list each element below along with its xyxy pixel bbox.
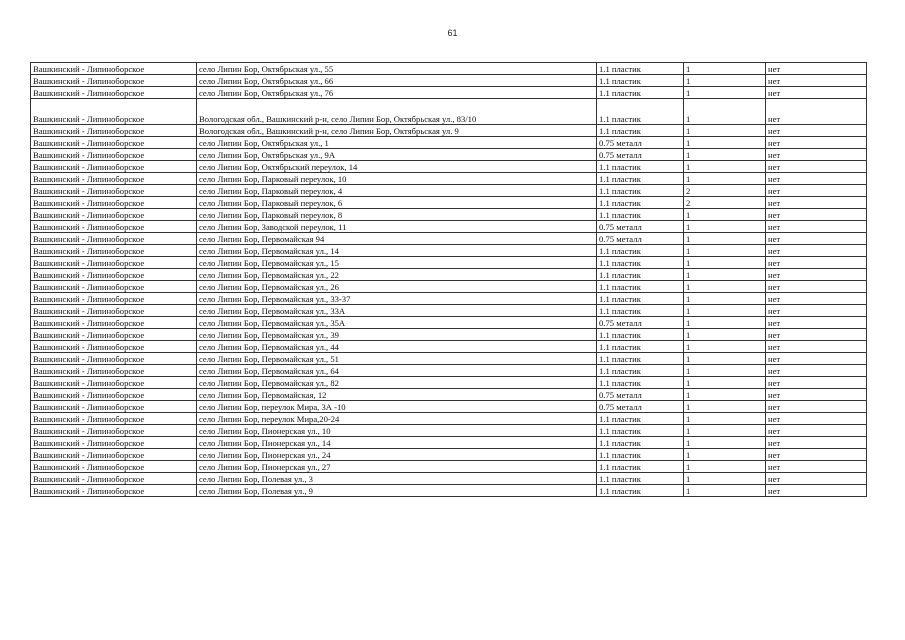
district-cell: Вашкинский - Липиноборское: [31, 75, 197, 87]
table-row: [31, 389, 867, 401]
flag-cell: нет: [766, 137, 867, 149]
container-type-cell: 1.1 пластик: [597, 173, 684, 185]
flag-cell: нет: [766, 63, 867, 75]
table-row: [31, 305, 867, 317]
flag-cell: нет: [766, 461, 867, 473]
flag-cell: нет: [766, 473, 867, 485]
container-type-cell: 1.1 пластик: [597, 473, 684, 485]
district-cell: Вашкинский - Липиноборское: [31, 341, 197, 353]
table-row: [31, 99, 867, 125]
flag-cell: нет: [766, 269, 867, 281]
table-row: [31, 245, 867, 257]
flag-cell: нет: [766, 185, 867, 197]
flag-cell: нет: [766, 209, 867, 221]
table-row: [31, 87, 867, 99]
container-type-cell: 1.1 пластик: [597, 293, 684, 305]
flag-cell: нет: [766, 329, 867, 341]
container-type-cell: 1.1 пластик: [597, 437, 684, 449]
address-cell: село Липин Бор, Первомайская, 12: [197, 389, 597, 401]
table-row: [31, 137, 867, 149]
flag-cell: нет: [766, 233, 867, 245]
table-row: [31, 377, 867, 389]
container-type-cell: 0.75 металл: [597, 233, 684, 245]
table-row: [31, 197, 867, 209]
district-cell: Вашкинский - Липиноборское: [31, 173, 197, 185]
district-cell: Вашкинский - Липиноборское: [31, 197, 197, 209]
table-row: [31, 329, 867, 341]
container-count-cell: 1: [684, 305, 766, 317]
container-count-cell: 1: [684, 63, 766, 75]
flag-cell: нет: [766, 75, 867, 87]
container-type-cell: 1.1 пластик: [597, 377, 684, 389]
district-cell: Вашкинский - Липиноборское: [31, 257, 197, 269]
address-cell: село Липин Бор, Первомайская ул., 82: [197, 377, 597, 389]
district-cell: Вашкинский - Липиноборское: [31, 317, 197, 329]
district-cell: Вашкинский - Липиноборское: [31, 293, 197, 305]
address-cell: село Липин Бор, Октябрьская ул., 1: [197, 137, 597, 149]
flag-cell: нет: [766, 377, 867, 389]
container-count-cell: 1: [684, 161, 766, 173]
district-cell: Вашкинский - Липиноборское: [31, 149, 197, 161]
container-count-cell: 1: [684, 329, 766, 341]
address-cell: село Липин Бор, Первомайская ул., 39: [197, 329, 597, 341]
address-cell: село Липин Бор, Полевая ул., 9: [197, 485, 597, 497]
address-cell: село Липин Бор, Первомайская ул., 26: [197, 281, 597, 293]
container-count-cell: 1: [684, 245, 766, 257]
container-count-cell: 1: [684, 377, 766, 389]
address-cell: село Липин Бор, Парковый переулок, 6: [197, 197, 597, 209]
table-row: [31, 485, 867, 497]
container-count-cell: 1: [684, 365, 766, 377]
address-cell: Вологодская обл., Вашкинский р-н, село Липин Бор, Октябрьская ул., 83/10: [197, 99, 597, 125]
flag-cell: нет: [766, 485, 867, 497]
district-cell: Вашкинский - Липиноборское: [31, 185, 197, 197]
table-row: [31, 269, 867, 281]
flag-cell: нет: [766, 317, 867, 329]
district-cell: Вашкинский - Липиноборское: [31, 329, 197, 341]
flag-cell: нет: [766, 341, 867, 353]
address-cell: село Липин Бор, Первомайская ул., 33-37: [197, 293, 597, 305]
table-row: [31, 473, 867, 485]
container-count-cell: 1: [684, 341, 766, 353]
flag-cell: нет: [766, 125, 867, 137]
container-count-cell: 1: [684, 293, 766, 305]
page-number: 61: [447, 28, 458, 38]
flag-cell: нет: [766, 293, 867, 305]
flag-cell: нет: [766, 389, 867, 401]
table-row: [31, 341, 867, 353]
container-count-cell: 1: [684, 99, 766, 125]
flag-cell: нет: [766, 449, 867, 461]
container-count-cell: 1: [684, 137, 766, 149]
container-count-cell: 1: [684, 221, 766, 233]
container-count-cell: 1: [684, 485, 766, 497]
table-row: [31, 353, 867, 365]
registry-table: [30, 62, 867, 497]
container-count-cell: 1: [684, 413, 766, 425]
container-count-cell: 1: [684, 233, 766, 245]
address-cell: село Липин Бор, Октябрьская ул., 55: [197, 63, 597, 75]
container-count-cell: 1: [684, 353, 766, 365]
flag-cell: нет: [766, 99, 867, 125]
address-cell: село Липин Бор, Первомайская ул., 14: [197, 245, 597, 257]
district-cell: Вашкинский - Липиноборское: [31, 389, 197, 401]
container-type-cell: 1.1 пластик: [597, 125, 684, 137]
container-type-cell: 1.1 пластик: [597, 99, 684, 125]
container-type-cell: 1.1 пластик: [597, 185, 684, 197]
district-cell: Вашкинский - Липиноборское: [31, 401, 197, 413]
address-cell: село Липин Бор, Первомайская ул., 44: [197, 341, 597, 353]
address-cell: село Липин Бор, Парковый переулок, 8: [197, 209, 597, 221]
address-cell: село Липин Бор, Первомайская ул., 51: [197, 353, 597, 365]
container-type-cell: 1.1 пластик: [597, 485, 684, 497]
container-type-cell: 0.75 металл: [597, 401, 684, 413]
container-count-cell: 1: [684, 281, 766, 293]
table-row: [31, 75, 867, 87]
flag-cell: нет: [766, 413, 867, 425]
table-row: [31, 401, 867, 413]
table-row: [31, 221, 867, 233]
district-cell: Вашкинский - Липиноборское: [31, 209, 197, 221]
district-cell: Вашкинский - Липиноборское: [31, 377, 197, 389]
container-type-cell: 1.1 пластик: [597, 329, 684, 341]
district-cell: Вашкинский - Липиноборское: [31, 353, 197, 365]
district-cell: Вашкинский - Липиноборское: [31, 413, 197, 425]
container-type-cell: 1.1 пластик: [597, 245, 684, 257]
table-row: [31, 125, 867, 137]
container-count-cell: 1: [684, 257, 766, 269]
container-type-cell: 1.1 пластик: [597, 305, 684, 317]
table-row: [31, 365, 867, 377]
table-row: [31, 185, 867, 197]
container-type-cell: 1.1 пластик: [597, 449, 684, 461]
container-count-cell: 1: [684, 437, 766, 449]
container-count-cell: 1: [684, 209, 766, 221]
table-row: [31, 161, 867, 173]
flag-cell: нет: [766, 425, 867, 437]
district-cell: Вашкинский - Липиноборское: [31, 99, 197, 125]
address-cell: село Липин Бор, Пионерская ул., 27: [197, 461, 597, 473]
district-cell: Вашкинский - Липиноборское: [31, 269, 197, 281]
registry-table-body: [31, 63, 867, 497]
container-type-cell: 1.1 пластик: [597, 425, 684, 437]
container-count-cell: 1: [684, 173, 766, 185]
address-cell: село Липин Бор, Октябрьская ул., 76: [197, 87, 597, 99]
container-count-cell: 1: [684, 75, 766, 87]
address-cell: село Липин Бор, Первомайская ул., 15: [197, 257, 597, 269]
address-cell: село Липин Бор, Первомайская ул., 33А: [197, 305, 597, 317]
flag-cell: нет: [766, 149, 867, 161]
container-type-cell: 1.1 пластик: [597, 63, 684, 75]
address-cell: село Липин Бор, Парковый переулок, 10: [197, 173, 597, 185]
address-cell: село Липин Бор, Октябрьский переулок, 14: [197, 161, 597, 173]
district-cell: Вашкинский - Липиноборское: [31, 437, 197, 449]
address-cell: село Липин Бор, Полевая ул., 3: [197, 473, 597, 485]
address-cell: село Липин Бор, Октябрьская ул., 66: [197, 75, 597, 87]
container-count-cell: 1: [684, 317, 766, 329]
table-row: [31, 425, 867, 437]
container-type-cell: 1.1 пластик: [597, 365, 684, 377]
container-type-cell: 0.75 металл: [597, 149, 684, 161]
container-count-cell: 1: [684, 473, 766, 485]
container-type-cell: 0.75 металл: [597, 389, 684, 401]
container-type-cell: 1.1 пластик: [597, 75, 684, 87]
container-type-cell: 1.1 пластик: [597, 197, 684, 209]
flag-cell: нет: [766, 365, 867, 377]
table-row: [31, 149, 867, 161]
flag-cell: нет: [766, 161, 867, 173]
table-row: [31, 461, 867, 473]
container-count-cell: 1: [684, 425, 766, 437]
container-type-cell: 0.75 металл: [597, 137, 684, 149]
district-cell: Вашкинский - Липиноборское: [31, 87, 197, 99]
flag-cell: нет: [766, 87, 867, 99]
container-type-cell: 0.75 металл: [597, 317, 684, 329]
flag-cell: нет: [766, 353, 867, 365]
table-row: [31, 413, 867, 425]
table-row: [31, 281, 867, 293]
district-cell: Вашкинский - Липиноборское: [31, 63, 197, 75]
container-type-cell: 1.1 пластик: [597, 209, 684, 221]
address-cell: село Липин Бор, Первомайская 94: [197, 233, 597, 245]
container-count-cell: 2: [684, 185, 766, 197]
table-row: [31, 293, 867, 305]
district-cell: Вашкинский - Липиноборское: [31, 161, 197, 173]
table-row: [31, 317, 867, 329]
district-cell: Вашкинский - Липиноборское: [31, 281, 197, 293]
district-cell: Вашкинский - Липиноборское: [31, 125, 197, 137]
container-type-cell: 1.1 пластик: [597, 281, 684, 293]
district-cell: Вашкинский - Липиноборское: [31, 485, 197, 497]
container-count-cell: 1: [684, 125, 766, 137]
container-type-cell: 1.1 пластик: [597, 161, 684, 173]
district-cell: Вашкинский - Липиноборское: [31, 449, 197, 461]
container-count-cell: 1: [684, 449, 766, 461]
flag-cell: нет: [766, 245, 867, 257]
flag-cell: нет: [766, 197, 867, 209]
table-row: [31, 173, 867, 185]
container-type-cell: 1.1 пластик: [597, 413, 684, 425]
address-cell: село Липин Бор, Октябрьская ул., 9А: [197, 149, 597, 161]
container-type-cell: 1.1 пластик: [597, 87, 684, 99]
table-row: [31, 209, 867, 221]
container-type-cell: 1.1 пластик: [597, 257, 684, 269]
address-cell: село Липин Бор, Первомайская ул., 64: [197, 365, 597, 377]
container-type-cell: 1.1 пластик: [597, 461, 684, 473]
container-count-cell: 1: [684, 461, 766, 473]
container-count-cell: 1: [684, 401, 766, 413]
district-cell: Вашкинский - Липиноборское: [31, 473, 197, 485]
district-cell: Вашкинский - Липиноборское: [31, 221, 197, 233]
container-count-cell: 1: [684, 149, 766, 161]
container-count-cell: 1: [684, 269, 766, 281]
table-row: [31, 437, 867, 449]
address-cell: село Липин Бор, Пионерская ул., 14: [197, 437, 597, 449]
district-cell: Вашкинский - Липиноборское: [31, 245, 197, 257]
district-cell: Вашкинский - Липиноборское: [31, 461, 197, 473]
container-count-cell: 1: [684, 389, 766, 401]
table-row: [31, 233, 867, 245]
district-cell: Вашкинский - Липиноборское: [31, 365, 197, 377]
flag-cell: нет: [766, 257, 867, 269]
table-row: [31, 449, 867, 461]
district-cell: Вашкинский - Липиноборское: [31, 137, 197, 149]
container-type-cell: 1.1 пластик: [597, 353, 684, 365]
container-type-cell: 1.1 пластик: [597, 341, 684, 353]
flag-cell: нет: [766, 173, 867, 185]
flag-cell: нет: [766, 305, 867, 317]
address-cell: село Липин Бор, Пионерская ул., 10: [197, 425, 597, 437]
flag-cell: нет: [766, 221, 867, 233]
address-cell: село Липин Бор, Первомайская ул., 22: [197, 269, 597, 281]
container-count-cell: 2: [684, 197, 766, 209]
flag-cell: нет: [766, 401, 867, 413]
container-type-cell: 1.1 пластик: [597, 269, 684, 281]
district-cell: Вашкинский - Липиноборское: [31, 233, 197, 245]
flag-cell: нет: [766, 437, 867, 449]
table-row: [31, 63, 867, 75]
address-cell: село Липин Бор, переулок Мира, 3А -10: [197, 401, 597, 413]
table-row: [31, 257, 867, 269]
address-cell: село Липин Бор, переулок Мира,20-24: [197, 413, 597, 425]
container-count-cell: 1: [684, 87, 766, 99]
container-type-cell: 0.75 металл: [597, 221, 684, 233]
address-cell: село Липин Бор, Заводской переулок, 11: [197, 221, 597, 233]
district-cell: Вашкинский - Липиноборское: [31, 305, 197, 317]
address-cell: село Липин Бор, Парковый переулок, 4: [197, 185, 597, 197]
flag-cell: нет: [766, 281, 867, 293]
address-cell: село Липин Бор, Первомайская ул., 35А: [197, 317, 597, 329]
district-cell: Вашкинский - Липиноборское: [31, 425, 197, 437]
address-cell: село Липин Бор, Пионерская ул., 24: [197, 449, 597, 461]
address-cell: Вологодская обл., Вашкинский р-н, село Липин Бор, Октябрьская ул. 9: [197, 125, 597, 137]
